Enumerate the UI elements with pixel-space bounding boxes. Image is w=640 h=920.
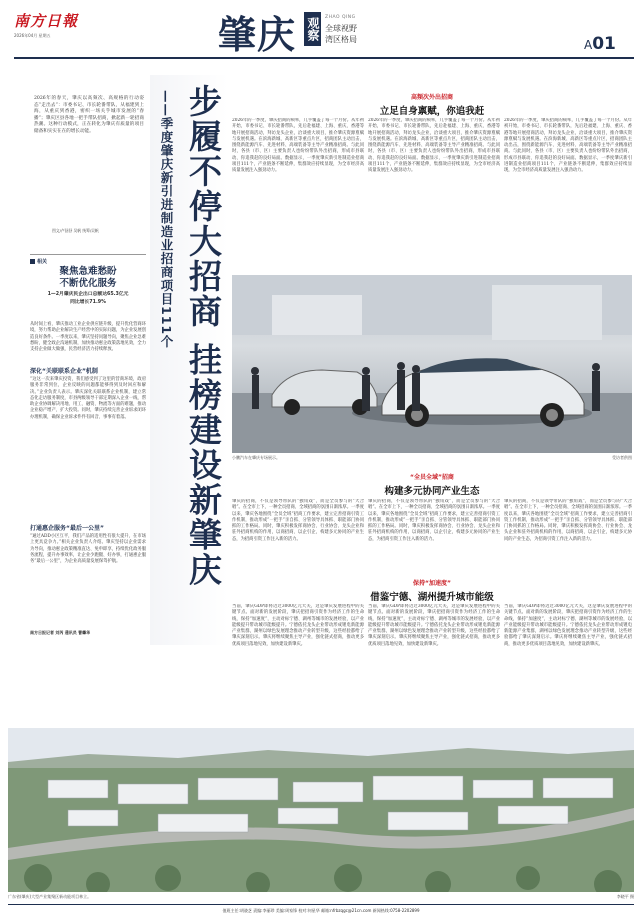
related-section-head-2: 打通惠企服务“最后一公里”: [30, 525, 104, 532]
s1-body-col1: 2026年的一季度，肇庆招商的频率，几乎覆盖了每一个月份。从年初开始，市委书记、市长轮番带队，先后赴福建、上海、重庆、香港等地开展招商活动，拜访龙头企业，洽谈重大项目，推介肇庆资源禀赋与发展机遇。在滨海新城、高新区等重点片区，招商团队主动出击，围绕新能源汽车、先进材料、高端装备等主导产业精准招商。与此同时，各县（市、区）主要负责人也纷纷带队外出招商，形成市县联动、你追我赶的良好局面。数据显示，一季度肇庆新引进制造业招商项目111个，产业链条不断延伸，集群效应持续显现，为全市经济高质量发展注入强劲动力。: [232, 118, 364, 174]
s2-head-1: “全员全域”招商: [410, 474, 454, 481]
footer-rule: [8, 904, 634, 905]
related-sub-1: 1—2月肇庆民企出口总额达65.3亿元: [47, 292, 129, 297]
newspaper-logo: 南方日報: [14, 12, 79, 30]
showroom-illustration: [232, 275, 632, 453]
photo2-credit: 李晓平 摄: [616, 894, 634, 899]
s3-head-1: 保持“加速度”: [413, 580, 451, 587]
divider: [30, 254, 146, 255]
s2-head-2: 构建多元协同产业生态: [384, 486, 480, 497]
section-pinyin: ZHAO QING: [325, 15, 356, 20]
s2-body-col3: 肇庆的招商，不仅是领导带队的“独角戏”，而是全员参与的“大合唱”。在全市上下，一种全员招商、全域招商的氛围日渐浓厚。一季度以来，肇庆各地围绕“全员全域”招商工作要求，建立完善招商引资工作机制，推动形成“一把手”亲自抓、分管领导具体抓、职能部门协同抓的工作格局。同时，肇庆积极发挥商协会、行业协会、龙头企业和驻外招商机构的作用，以商招商、以企引企，构建多元协同的产业生态，为招商引资工作注入新的活力。: [504, 499, 632, 542]
issue-date: 2026年04月 星期五: [14, 33, 51, 38]
s1-body-col2: 2026年的一季度，肇庆招商的频率，几乎覆盖了每一个月份。从年初开始，市委书记、市长轮番带队，先后赴福建、上海、重庆、香港等地开展招商活动，拜访龙头企业，洽谈重大项目，推介肇庆资源禀赋与发展机遇。在滨海新城、高新区等重点片区，招商团队主动出击，围绕新能源汽车、先进材料、高端装备等主导产业精准招商。与此同时，各县（市、区）主要负责人也纷纷带队外出招商，形成市县联动、你追我赶的良好局面。数据显示，一季度肇庆新引进制造业招商项目111个，产业链条不断延伸，集群效应持续显现，为全市经济高质量发展注入强劲动力。: [368, 118, 500, 174]
slogan-1: 全球视野: [325, 24, 357, 33]
photo2-caption: 广东省(肇庆)大型产业集聚区新动能项目林立。: [8, 894, 92, 899]
s2-body-col2: 肇庆的招商，不仅是领导带队的“独角戏”，而是全员参与的“大合唱”。在全市上下，一种全员招商、全域招商的氛围日渐浓厚。一季度以来，肇庆各地围绕“全员全域”招商工作要求，建立完善招商引资工作机制，推动形成“一把手”亲自抓、分管领导具体抓、职能部门协同抓的工作格局。同时，肇庆积极发挥商协会、行业协会、龙头企业和驻外招商机构的作用，以商招商、以企引企，构建多元协同的产业生态，为招商引资工作注入新的活力。: [368, 499, 500, 542]
s1-body-col3: 2026年的一季度，肇庆招商的频率，几乎覆盖了每一个月份。从年初开始，市委书记、市长轮番带队，先后赴福建、上海、重庆、香港等地开展招商活动，拜访龙头企业，洽谈重大项目，推介肇庆资源禀赋与发展机遇。在滨海新城、高新区等重点片区，招商团队主动出击，围绕新能源汽车、先进材料、高端装备等主导产业精准招商。与此同时，各县（市、区）主要负责人也纷纷带队外出招商，形成市县联动、你追我赶的良好局面。数据显示，一季度肇庆新引进制造业招商项目111个，产业链条不断延伸，集群效应持续显现，为全市经济高质量发展注入强劲动力。: [504, 118, 632, 174]
photo1-credit: 受访者供图: [612, 455, 632, 460]
slogan-2: 湾区格局: [325, 35, 357, 44]
related-body-2: “这这一次来肇庆投资，我们感受到了这里的营商环境，政府服务非常到位，企业反映的问题都能够得到及时回应和解决。”企业负责人表示。肇庆深化关联联系企业机制，建立常态化走访服务制度，市县两级领导干部定期深入企业一线，帮助企业协调解决用地、用工、融资、物流等方面的难题，推动企业稳产增产、扩大投资。同时，肇庆持续完善企业诉求闭环办理机制，确保企业诉求件件有回音、事事有着落。: [30, 377, 147, 420]
photo-aerial-industrial-park: [8, 728, 634, 892]
s1-head-1: 高频次外出招商: [410, 94, 453, 101]
s3-body-col2: 当前，肇庆GDP即将迈过3000亿元大关，这是肇庆发展进程中的关键节点。面对新的发展阶段，肇庆把招商引资作为经济工作的生命线，保持“加速度”，主动对标宁德、湖州等城市的发展经验，以产业能级提升带动城市能级提升。宁德依托龙头企业带动形成锂电新能源产业集群，湖州以绿色发展理念推动产业转型升级，这些经验都给了肇庆深刻启示。肇庆将继续聚焦主导产业，强化链式招商，推动更多优质项目落地见效，加快建设新肇庆。: [368, 604, 500, 647]
related-body-3: “通过ADD小区互平，我们产品的适用性有很大提升，在市场上更具竞争力。”相关企业负责人介绍。肇庆坚持以企业需求为导向，推动惠企政策精准直达、免申即享，持续优化政务服务流程，提升办事效率，让企业少跑腿、好办事，打通惠企服务“最后一公里”，为企业高质量发展保驾护航。: [30, 534, 147, 565]
s2-body-col1: 肇庆的招商，不仅是领导带队的“独角戏”，而是全员参与的“大合唱”。在全市上下，一种全员招商、全域招商的氛围日渐浓厚。一季度以来，肇庆各地围绕“全员全域”招商工作要求，建立完善招商引资工作机制，推动形成“一把手”亲自抓、分管领导具体抓、职能部门协同抓的工作格局。同时，肇庆积极发挥商协会、行业协会、龙头企业和驻外招商机构的作用，以商招商、以企引企，构建多元协同的产业生态，为招商引资工作注入新的活力。: [232, 499, 364, 542]
related-body-1: 从时间上看，肇庆推动工业企业供应链升级，提升优化营商环境，努力帮助企业解决生产经营中的实际问题，为企业发展创造良好条件。一季度以来，肇庆坚持问题导向，聚焦企业急难愁盼，健全政企沟通机制，加快推动惠企政策落地见效，全力支持企业做大做强，民营经济活力持续释放。: [30, 322, 147, 353]
related-section-head-1: 深化“关联联系企业”机制: [30, 368, 98, 375]
footer-credits: 值班主任:胡骁芝 责编:李丽珍 美编:周家锋 校对:何星华 邮箱:nfrbzqgc@21cn.com 新闻热线:0758-2202899: [222, 908, 420, 913]
lead-byline: 图文/卢舒舒 吴帆 统筹/吴帆: [52, 228, 99, 233]
related-sub-2: 同比增长71.9%: [70, 300, 106, 305]
page-number: A01: [584, 34, 616, 54]
related-byline: 南方日报记者 刘芮 通讯员 曹肇华: [30, 630, 91, 635]
photo-car-showroom: [232, 275, 632, 453]
section-tag: 观察: [304, 12, 321, 46]
related-title-1: 聚焦急难愁盼: [59, 266, 117, 277]
aerial-illustration: [8, 728, 634, 892]
lead-subhead: ——季度肇庆新引进制造业招商项目111个: [159, 90, 174, 349]
lead-headline: 步履不停大招商 挂榜建设新肇庆: [184, 84, 223, 588]
section-title: 肇庆: [218, 13, 297, 57]
s3-body-col3: 当前，肇庆GDP即将迈过3000亿元大关，这是肇庆发展进程中的关键节点。面对新的发展阶段，肇庆把招商引资作为经济工作的生命线，保持“加速度”，主动对标宁德、湖州等城市的发展经验，以产业能级提升带动城市能级提升。宁德依托龙头企业带动形成锂电新能源产业集群，湖州以绿色发展理念推动产业转型升级，这些经验都给了肇庆深刻启示。肇庆将继续聚焦主导产业，强化链式招商，推动更多优质项目落地见效，加快建设新肇庆。: [504, 604, 632, 647]
s3-body-col1: 当前，肇庆GDP即将迈过3000亿元大关，这是肇庆发展进程中的关键节点。面对新的发展阶段，肇庆把招商引资作为经济工作的生命线，保持“加速度”，主动对标宁德、湖州等城市的发展经验，以产业能级提升带动城市能级提升。宁德依托龙头企业带动形成锂电新能源产业集群，湖州以绿色发展理念推动产业转型升级，这些经验都给了肇庆深刻启示。肇庆将继续聚焦主导产业，强化链式招商，推动更多优质项目落地见效，加快建设新肇庆。: [232, 604, 364, 647]
photo1-caption: 小鹏汽车在肇庆专场展示。: [232, 455, 280, 460]
masthead-rule: [14, 57, 634, 59]
s1-head-2: 立足自身禀赋，你追我赶: [379, 106, 485, 117]
related-title-2: 不断优化服务: [59, 278, 117, 289]
s3-head-2: 借鉴宁德、湖州提升城市能级: [370, 592, 494, 603]
lead-intro: 2026年的春天，肇庆以高频次、高规格的行动姿态“走出去”：市委书记、市长轮番带队，从福建到上海，从重庆到香港，密织一场关乎城市发展的“春播”；肇庆区县各地一把手带队招商，掀起新一轮招商热潮。这种行动模式，正在转化为肇庆有质量的项目储备和实实在在的增长动能。: [34, 96, 144, 134]
related-tag: 相关: [30, 258, 47, 265]
